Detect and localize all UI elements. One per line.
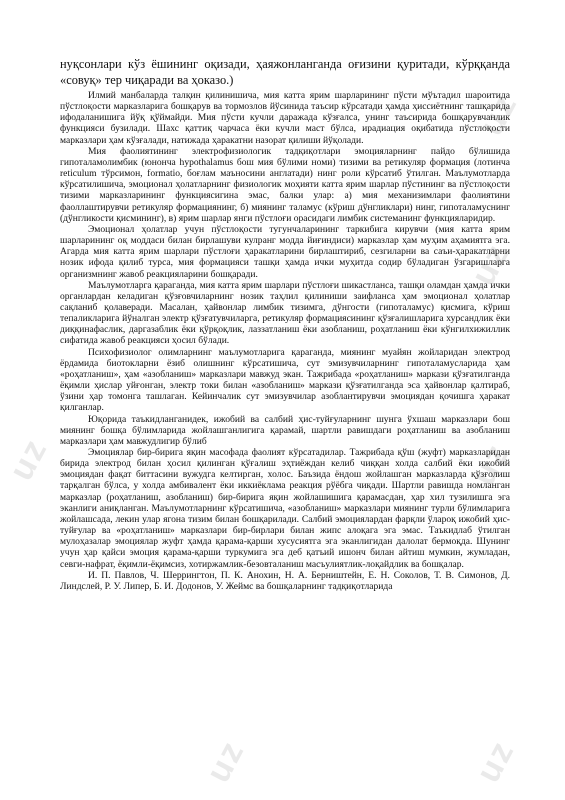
paragraph: Илмий манбаларда талқин қилинишича, мия катта ярим шарларининг пўсти мўътадил шароитида пўстлоқости марказларига бошқарув ва тормозлов йўсинида таъсир кўрсатади ҳамда ҳиссиётнинг ташқарида ифодаланишига йўқ қўймайди. Мия пўсти кучли даражада кўзғалса, унинг таъсирида бошқарувчанлик функцияси бузилади. Шахс қаттиқ чарчаса ёки кучли маст бўлса, ирадиация оқибатида пўстлоқости марказлари ҳам кўзғалади, натижада ҳаракатни назорат қилиши йўқолади. <box>60 90 510 146</box>
watermark: uz <box>463 236 518 292</box>
document-page <box>60 56 510 592</box>
paragraph: Маълумотларга қараганда, мия катта ярим шарлари пўстлоғи шикастланса, ташқи оламдан ҳамда ички органлардан келадиган қўзғовчиларнинг нозик таҳлил қилиниши заифланса ҳам эмоционал ҳолатлар сақланиб қолаверади. Масалан, ҳайвонлар лимбик тизимга, дўнгости (гипоталамус) қисмига, кўриш тепаликларига йўналган электр қўзғатувчиларга, ретикуляр формациясининг қўзғалишларига хурсандлик ёки диққинафаслик, даргазаблик ёки қўрқоқлик, лаззатланиш ёки азобланиш, роҳатланиш ёки кўнгилхижиллик сифатида жавоб реакцияси ҳосил бўлади. <box>60 279 510 347</box>
watermark: uz <box>468 733 523 789</box>
watermark: uz <box>1 431 56 487</box>
paragraph: Мия фаолиятининг электрофизиологик тадқиқотлари эмоцияларнинг пайдо бўлишида гипоталамолимбик (юнонча hypothalamus бош мия бўлими номи) тизими ва ретикуляр формация (лотинча reticulum тўрсимон, formatio, боғлам маъносини англатади) нинг роли кўрсатиб ўтилган. Маълумотларда кўрсатилишича, эмоционал ҳолатларнинг физиологик моҳияти катта ярим шарлар пўстининг ва пўстлоқости тизими марказларининг функциясигина эмас, балки улар: а) мия механизимлари фаолиятини фаоллаштирувчи ретикуляр формациянинг, б) миянинг таламус (кўриш дўнгликлари) нинг, гипоталамуснинг (дўнгликости қисмининг), в) ярим шарлар янги пўстлоғи орасидаги лимбик системанинг функцияларидир. <box>60 145 510 224</box>
watermark: uz <box>198 733 253 789</box>
watermark: uz <box>471 86 526 142</box>
paragraph: Эмоциялар бир-бирига яқин масофада фаолият кўрсатадилар. Тажрибада қўш (жуфт) марказларидан бирида электрод билан ҳосил қилинган қўғалиш эҳтиёждан келиб чиққан холда салбий ёки ижобий эмоциядан фақат биттасини вужудга келтирган, холос. Баъзида ёндош жойлашган марказларда қўзғолиш тарқалган бўлса, у холда амбивалент ёки иккиёклама реакция рўёбга чиқади. Шартли равишда номланган марказлар (роҳатланиш, азобланиш) бир-бирига яқин жойлашишига қарамасдан, ҳар хил тузилишга эга эканлиги аниқланган. Маълумотларнинг кўрсатишича, «азобланиш» марказлари миянинг турли бўлимларига жойлашсада, лекин улар ягона тизим билан бошқарилади. Салбий эмоциялардан фарқли ўлароқ ижобий ҳис-туйғулар ва «роҳатланиш» марказлари бир-бирлари билан жипс алоқага эга эмас. Таъкидлаб ўтилган мулоҳазалар эмоциялар жуфт ҳамда қарама-қарши хусусиятга эга эканлигидан далолат бермоқда. Шунинг учун ҳар қайси эмоция қарама-қарши туркумига эга деб қатъий ишонч билан айтиш мумкин, жумладан, севги-нафрат, ёқимли-ёқимсиз, хотиржамлик-безовталаниш масъулиятлик-лоқайдлик ва бошқалар. <box>60 447 510 570</box>
paragraph: Эмоционал ҳолатлар учун пўстлоқости тугунчаларининг таркибига кирувчи (мия катта ярим шарларининг оқ моддаси билан бирлашуви кулранг модда йиғиндиси) марказлар ҳам муҳим аҳамиятга эга. Агарда мия катта ярим шарлари пўстлоғи ҳаракатларини бирлаштириб, сезгиларни ва саъи-ҳаракатларни нозик ифода қилиб турса, мия формацияси ташқи ҳамда ички муҳитда содир бўладиган ўзгаришларга организмнинг жавоб реакцияларини бошқаради. <box>60 223 510 280</box>
watermark: uz <box>463 436 518 492</box>
paragraph: Юқорида таъкидланганидек, ижобий ва салбий ҳис-туйғуларнинг шунга ўхшаш марказлари бош миянинг бошқа бўлимларида жойлашганлигига қарамай, шартли равишдаги роҳатланиш ва азобланиш марказлари ҳам мавжудлигир бўлиб <box>60 413 510 447</box>
paragraph: Психофизиолог олимларнинг маълумотларига қараганда, миянинг муайян жойларидан электрод ёрдамида биотокларни ёзиб олишнинг кўрсатишича, сут эмизувчиларнинг гипоталамусларида ҳам «роҳатланиш», ҳам «азобланиш» марказлари мавжуд экан. Тажрибада «роҳатланиш» маркази қўзғатилганда ёқимли ҳислар уйғонган, электр токи билан «азобланиш» маркази қўзғатилганда эса ҳайвонлар қалтираб, ўзини ҳар томонга ташлаган. Кейинчалик сут эмизувчилар азоблантирувчи эмоциядан қочишга ҳаракат қилганлар. <box>60 346 510 414</box>
continued-heading-text: нуқсонлари кўз ёшининг оқизади, ҳаяжонланганда оғизини қуритади, кўрққанда «совуқ» тер чиқаради ва ҳоказо.) <box>60 57 510 87</box>
paragraph: И. П. Павлов, Ч. Шеррингтон, П. К. Анохин, Н. А. Берништейн, Е. Н. Соколов, Т. В. Симонов, Д. Линдслей, Р. У. Липер, Б. И. Додонов, У. Жеймс ва бошқаларнинг тадқиқотларида <box>60 569 510 592</box>
